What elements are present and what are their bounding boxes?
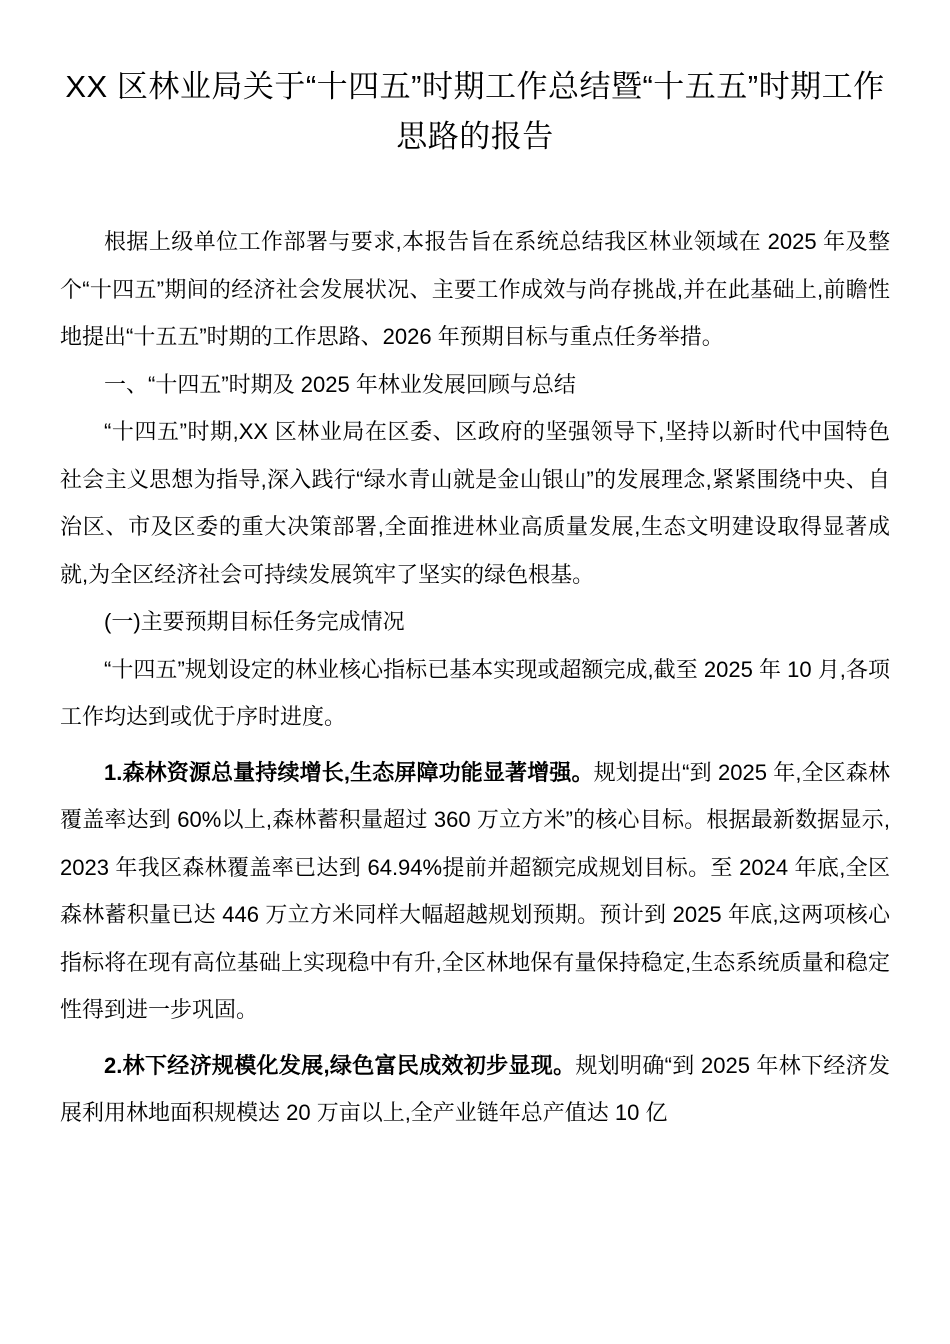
targets-completion-paragraph: “十四五”规划设定的林业核心指标已基本实现或超额完成,截至 2025 年 10 月,各项工作均达到或优于序时进度。	[60, 656, 890, 729]
section-overview-paragraph: “十四五”时期,XX 区林业局在区委、区政府的坚强领导下,坚持以新时代中国特色社会主义思想为指导,深入践行“绿水青山就是金山银山”的发展理念,紧紧围绕中央、自治区、市及区委的重大决策部署,全面推进林业高质量发展,生态文明建设取得显著成就,为全区经济社会可持续发展筑牢了坚实的绿色根基。	[60, 419, 890, 587]
point-2-paragraph	[60, 1042, 890, 1137]
subsection-heading-1: (一)主要预期目标任务完成情况	[104, 609, 405, 634]
intro-paragraph: 根据上级单位工作部署与要求,本报告旨在系统总结我区林业领域在 2025 年及整个“十四五”期间的经济社会发展状况、主要工作成效与尚存挑战,并在此基础上,前瞻性地提出“十五五”时期的工作思路、2026 年预期目标与重点任务举措。	[60, 229, 890, 349]
section-heading-roman-1: 一、“十四五”时期及 2025 年林业发展回顾与总结	[104, 371, 576, 397]
document-body	[60, 218, 890, 1137]
point-2-bold-lead: 2.林下经济规模化发展,绿色富民成效初步显现。	[104, 1052, 576, 1078]
document-title: XX 区林业局关于“十四五”时期工作总结暨“十五五”时期工作思路的报告	[65, 69, 885, 154]
point-1-bold-lead: 1.森林资源总量持续增长,生态屏障功能显著增强。	[104, 759, 594, 785]
point-2-body-text: 规划明确“到 2025 年林下经济发展利用林地面积规模达 20 万亩以上,全产业链年总产值达 10 亿	[60, 1052, 890, 1125]
point-1-paragraph	[60, 749, 890, 1034]
point-1-body-text: 规划提出“到 2025 年,全区森林覆盖率达到 60%以上,森林蓄积量超过 360 万立方米”的核心目标。根据最新数据显示,2023 年我区森林覆盖率已达到 64.94%提前并超额完成规划目标。至 2024 年底,全区森林蓄积量已达 446 万立方米同样大幅超越规划预期。预计到 2025 年底,这两项核心指标将在现有高位基础上实现稳中有升,全区林地保有量保持稳定,生态系统质量和稳定性得到进一步巩固。	[60, 759, 890, 1022]
